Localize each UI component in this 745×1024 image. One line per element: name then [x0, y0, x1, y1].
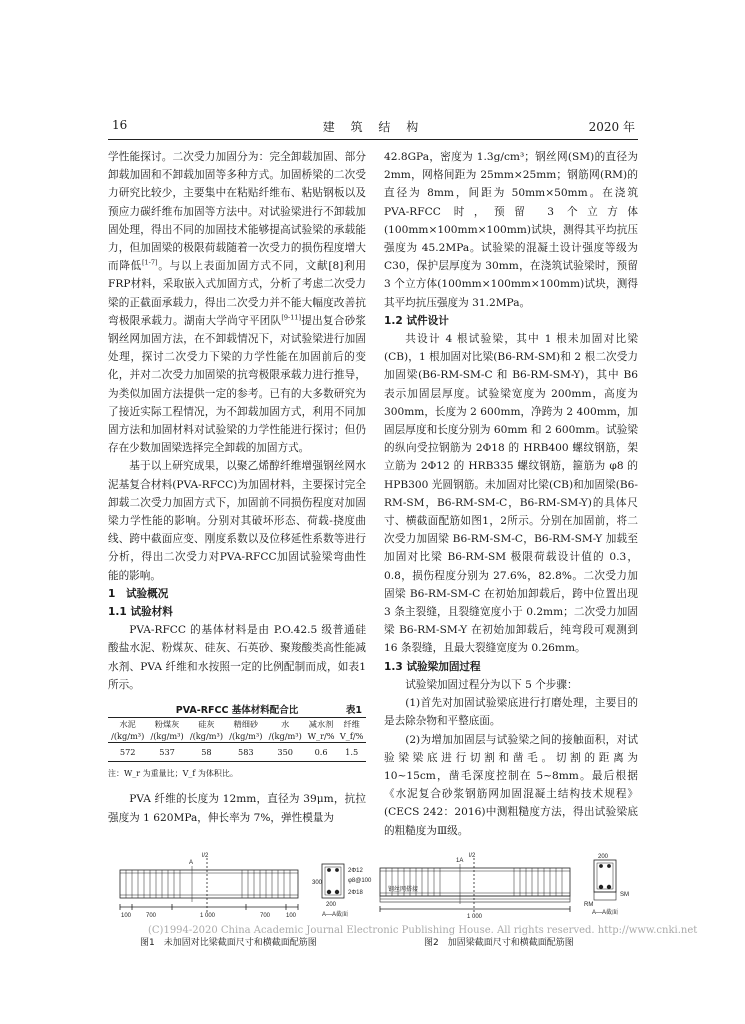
paragraph: PVA 纤维的长度为 12mm，直径为 39μm，抗拉强度为 1 620MPa，伸长率为 7%，弹性模量为	[108, 793, 366, 824]
fig2-width: 200	[598, 854, 609, 860]
citation[interactable]: [1-7]	[142, 258, 158, 267]
table-row	[108, 743, 366, 762]
table-unit-cell: V_f/%	[337, 730, 366, 743]
table-unit-cell: /(kg/m³)	[187, 730, 226, 743]
paragraph: 共设计 4 根试验梁，其中 1 根未加固对比梁(CB)，1 根加固对比梁(B6-RM-SM)和 2 根二次受力加固梁(B6-RM-SM-C 和 B6-RM-SM-Y)，其中 B6 表示加固层厚度。试验梁宽度为 200mm，高度为 300mm，长度为 2 600mm，净跨为 2 400mm，加固层厚度和长度分别为 60mm 和 2 600mm。试验梁的纵向受拉钢筋为 2Φ18 的 HRB400 螺纹钢筋，架立筋为 2Φ12 的 HRB335 螺纹钢筋，箍筋为 φ8 的 HPB300 光圆钢筋。未加固对比梁(CB)和加固梁(B6-RM-SM，B6-RM-SM-C，B6-RM-SM-Y)的具体尺寸、横截面配筋如图1，2所示。分别在加固前，将二次受力加固梁 B6-RM-SM-C，B6-RM-SM-Y 加载至加固对比梁 B6-RM-SM 极限荷载设计值的 0.3，0.8，损伤程度分别为 27.6%，82.8%。二次受力加固梁 B6-RM-SM-C 在初始加卸载后，跨中位置出现 3 条主裂缝，且裂缝宽度小于 0.2mm；二次受力加固梁 B6-RM-SM-Y 在初始加卸载后，纯弯段可观测到 16 条裂缝，且最大裂缝宽度为 0.26mm。	[384, 333, 638, 655]
paragraph: 学性能探讨。二次受力加固分为：完全卸载加固、部分卸载加固和不卸载加固等多种方式。加固桥梁的二次受力研究比较少，主要集中在粘贴纤维布、粘贴钢板以及预应力碳纤维布加固等方法中。对试验梁进行不卸载加固处理，得出不同的加固技术能够提高试验梁的承载能力，但加固梁的极限荷载随着一次受力的损伤程度增大而降低[1-7]。与以上表面加固方式不同，文献[8]利用FRP材料，采取嵌入式加固方式，分析了考虑二次受力梁的正截面承载力，得出二次受力并不能大幅度改善抗弯极限承载力。湖南大学尚守平团队[9-11]提出复合砂浆钢丝网加固方法，在不卸载情况下，对试验梁进行加固处理，探讨二次受力下梁的力学性能在加固前后的变化，并对二次受力加固梁的抗弯极限承载力进行推导，为类似加固方法提供一定的参考。已有的大多数研究为了接近实际工程情况，为不卸载加固方式，利用不同加固方法和加固材料对试验梁的力学性能进行探讨；但仍存在少数加固梁选择完全卸载的加固方式。	[108, 151, 367, 455]
fig1-dim: 100	[286, 913, 297, 919]
paragraph: PVA-RFCC 的基体材料是由 P.O.42.5 级普通硅酸盐水泥、粉煤灰、硅灰、石英砂、聚羧酸类高性能减水剂、PVA 纤维和水按照一定的比例配制而成，如表1所示。	[108, 624, 366, 691]
table-header-cell: 水泥	[108, 718, 147, 731]
table-unit-cell: /(kg/m³)	[226, 730, 265, 743]
table-unit-cell: /(kg/m³)	[147, 730, 186, 743]
fig2-dim: 1 000	[467, 914, 483, 920]
fig2-half-span-label: l/2	[469, 853, 476, 859]
page-number: 16	[112, 118, 128, 132]
paragraph: (1)首先对加固试验梁底进行打磨处理，主要目的是去除杂物和平整底面。	[384, 697, 638, 728]
left-column	[108, 148, 366, 827]
fig1-section-label: A—A截面	[322, 912, 349, 918]
table-cell: 0.6	[305, 743, 337, 762]
table-header-cell: 精细砂	[226, 718, 265, 731]
table-caption	[108, 702, 366, 716]
journal-year: 2020 年	[588, 120, 635, 134]
table-header-cell: 减水剂	[305, 718, 337, 731]
fig1-height: 300	[312, 880, 323, 886]
fig2-note: 钢丝网搭接	[388, 887, 419, 893]
fig1-dim: 700	[146, 913, 157, 919]
subsection-heading: 1.3 试验梁加固过程	[384, 660, 481, 673]
table-title: PVA-RFCC 基体材料配合比	[175, 705, 299, 717]
fig1-width: 200	[326, 902, 337, 908]
fig2-section-label: A—A截面	[592, 910, 619, 916]
figure-1-caption: 图1 未加固对比梁截面尺寸和横截面配筋图	[140, 938, 317, 948]
table-cell: 572	[108, 743, 147, 762]
figure-2-drawing	[376, 852, 638, 922]
table-cell: 583	[226, 743, 265, 762]
fig1-dim: 100	[121, 913, 132, 919]
figure-1	[112, 852, 374, 922]
right-column	[384, 148, 638, 840]
fig1-dim: 700	[260, 913, 271, 919]
fig1-half-span-label: l/2	[202, 853, 209, 859]
table-number: 表1	[345, 705, 362, 717]
fig2-section-mark: 1A	[456, 858, 464, 864]
table-header-cell: 水	[266, 718, 305, 731]
fig1-bar-bottom: 2Φ18	[348, 890, 363, 896]
fig1-stirrup: φ8@100	[348, 878, 372, 884]
subsection-heading: 1.2 试件设计	[384, 314, 449, 327]
table-cell: 350	[266, 743, 305, 762]
fig2-rm-label: RM	[584, 902, 594, 908]
table-unit-cell: /(kg/m³)	[108, 730, 147, 743]
figure-2	[376, 852, 638, 922]
paragraph: 基于以上研究成果，以聚乙烯醇纤维增强钢丝网水泥基复合材料(PVA-RFCC)为加固材料，主要探讨完全卸载二次受力加固方式下，加固前不同损伤程度对加固梁力学性能的影响。分别对其破坏形态、荷载-挠度曲线、跨中截面应变、刚度系数以及位移延性系数等进行分析，得出二次受力对PVA-RFCC加固试验梁弯曲性能的影响。	[108, 460, 366, 582]
table-note: 注：W_r 为重量比；V_f 为体积比。	[108, 769, 238, 779]
fig1-section-mark: A	[189, 860, 194, 866]
journal-title: 建 筑 结 构	[322, 120, 425, 134]
table-header-cell: 纤维	[337, 718, 366, 731]
table-cell: 58	[187, 743, 226, 762]
paragraph: 42.8GPa，密度为 1.3g/cm³；钢丝网(SM)的直径为 2mm，网格间距为 25mm×25mm；钢筋网(RM)的直径为 8mm，间距为 50mm×50mm。在浇筑 PVA-RFCC 时，预留 3 个立方体(100mm×100mm×100mm)试块，测得其平均抗压强度为 45.2MPa。试验梁的混凝土设计强度等级为 C30，保护层厚度为 30mm，在浇筑试验梁时，预留 3 个立方体(100mm×100mm×100mm)试块，测得其平均抗压强度为 31.2MPa。	[384, 151, 638, 309]
table-header-cell: 粉煤灰	[147, 718, 186, 731]
figure-2-caption: 图2 加固梁截面尺寸和横截面配筋图	[424, 938, 574, 948]
cnki-watermark: (C)1994-2020 China Academic Journal Electronic Publishing House. All rights reserved. http://www.cnki.net	[148, 925, 698, 936]
header-rule	[108, 139, 638, 140]
table-cell: 537	[147, 743, 186, 762]
paragraph: (2)为增加加固层与试验梁之间的接触面积，对试验梁梁底进行切割和凿毛。切割的距离为 10~15cm，凿毛深度控制在 5~8mm。最后根据《水泥复合砂浆钢筋网加固混凝土结构技术规程》(CECS 242：2016)中测粗糙度方法，得出试验梁底的粗糙度为Ⅲ级。	[384, 733, 638, 837]
table-cell: 1.5	[337, 743, 366, 762]
page-header	[112, 118, 635, 136]
figure-1-drawing	[112, 852, 374, 922]
table-unit-cell: /(kg/m³)	[266, 730, 305, 743]
fig1-bar-top: 2Φ12	[348, 868, 363, 874]
fig1-dim: 1 000	[200, 913, 216, 919]
section-heading: 1 试验概况	[108, 587, 169, 600]
citation[interactable]: [9-11]	[281, 313, 302, 322]
paragraph: 试验梁加固过程分为以下 5 个步骤：	[405, 678, 578, 691]
fig2-sm-label: SM	[620, 892, 629, 898]
table-unit-cell: W_r/%	[305, 730, 337, 743]
subsection-heading: 1.1 试验材料	[108, 606, 173, 619]
table-header-cell: 硅灰	[187, 718, 226, 731]
mix-proportion-table	[108, 717, 366, 762]
